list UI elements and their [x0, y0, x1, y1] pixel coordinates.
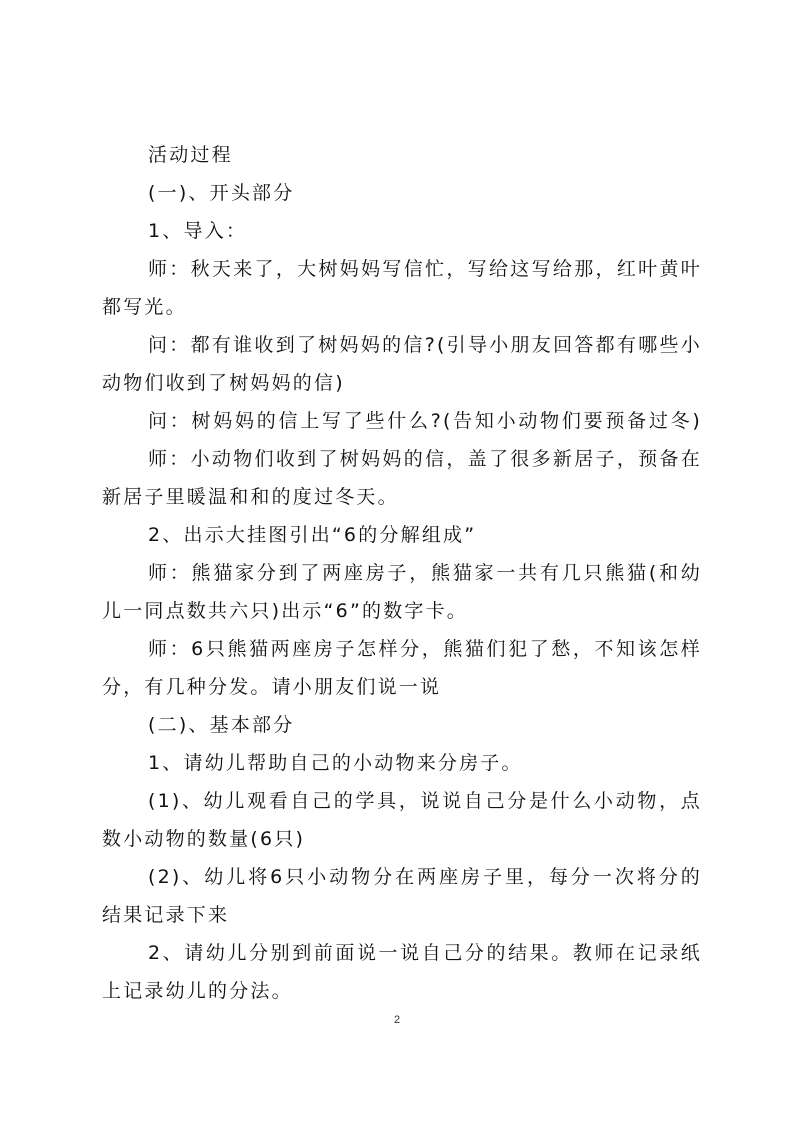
- paragraph-line: (一)、开头部分: [148, 182, 295, 204]
- paragraph-line: 师：熊猫家分到了两座房子，熊猫家一共有几只熊猫(和幼: [148, 562, 702, 584]
- paragraph-line: 结果记录下来: [102, 904, 230, 926]
- paragraph-line: 分，有几种分发。请小朋友们说一说: [102, 676, 442, 698]
- paragraph-line: 2、请幼儿分别到前面说一说自己分的结果。教师在记录纸: [148, 942, 702, 964]
- paragraph-line: 儿一同点数共六只)出示“6”的数字卡。: [102, 600, 468, 622]
- paragraph-line: 问：树妈妈的信上写了些什么?(告知小动物们要预备过冬): [148, 410, 702, 432]
- paragraph-line: 动物们收到了树妈妈的信): [102, 372, 345, 394]
- paragraph-line: 新居子里暖温和和的度过冬天。: [102, 486, 399, 508]
- paragraph-line: 活动过程: [148, 144, 233, 166]
- paragraph-line: 问：都有谁收到了树妈妈的信?(引导小朋友回答都有哪些小: [148, 334, 702, 356]
- paragraph-line: 师：6只熊猫两座房子怎样分，熊猫们犯了愁，不知该怎样: [148, 638, 702, 660]
- paragraph-line: (2)、幼儿将6只小动物分在两座房子里，每分一次将分的: [148, 866, 702, 888]
- paragraph-line: 1、导入：: [148, 220, 248, 242]
- paragraph-line: 上记录幼儿的分法。: [102, 980, 293, 1002]
- paragraph-line: 都写光。: [102, 296, 187, 318]
- paragraph-line: 数小动物的数量(6只): [102, 828, 306, 850]
- page-number: 2: [393, 1014, 401, 1026]
- paragraph-line: 师：秋天来了，大树妈妈写信忙，写给这写给那，红叶黄叶: [148, 258, 702, 280]
- paragraph-line: 2、出示大挂图引出“6的分解组成”: [148, 524, 477, 546]
- paragraph-line: 师：小动物们收到了树妈妈的信，盖了很多新居子，预备在: [148, 448, 702, 470]
- paragraph-line: (1)、幼儿观看自己的学具，说说自己分是什么小动物，点: [148, 790, 702, 812]
- paragraph-line: 1、请幼儿帮助自己的小动物来分房子。: [148, 752, 523, 774]
- paragraph-line: (二)、基本部分: [148, 714, 295, 736]
